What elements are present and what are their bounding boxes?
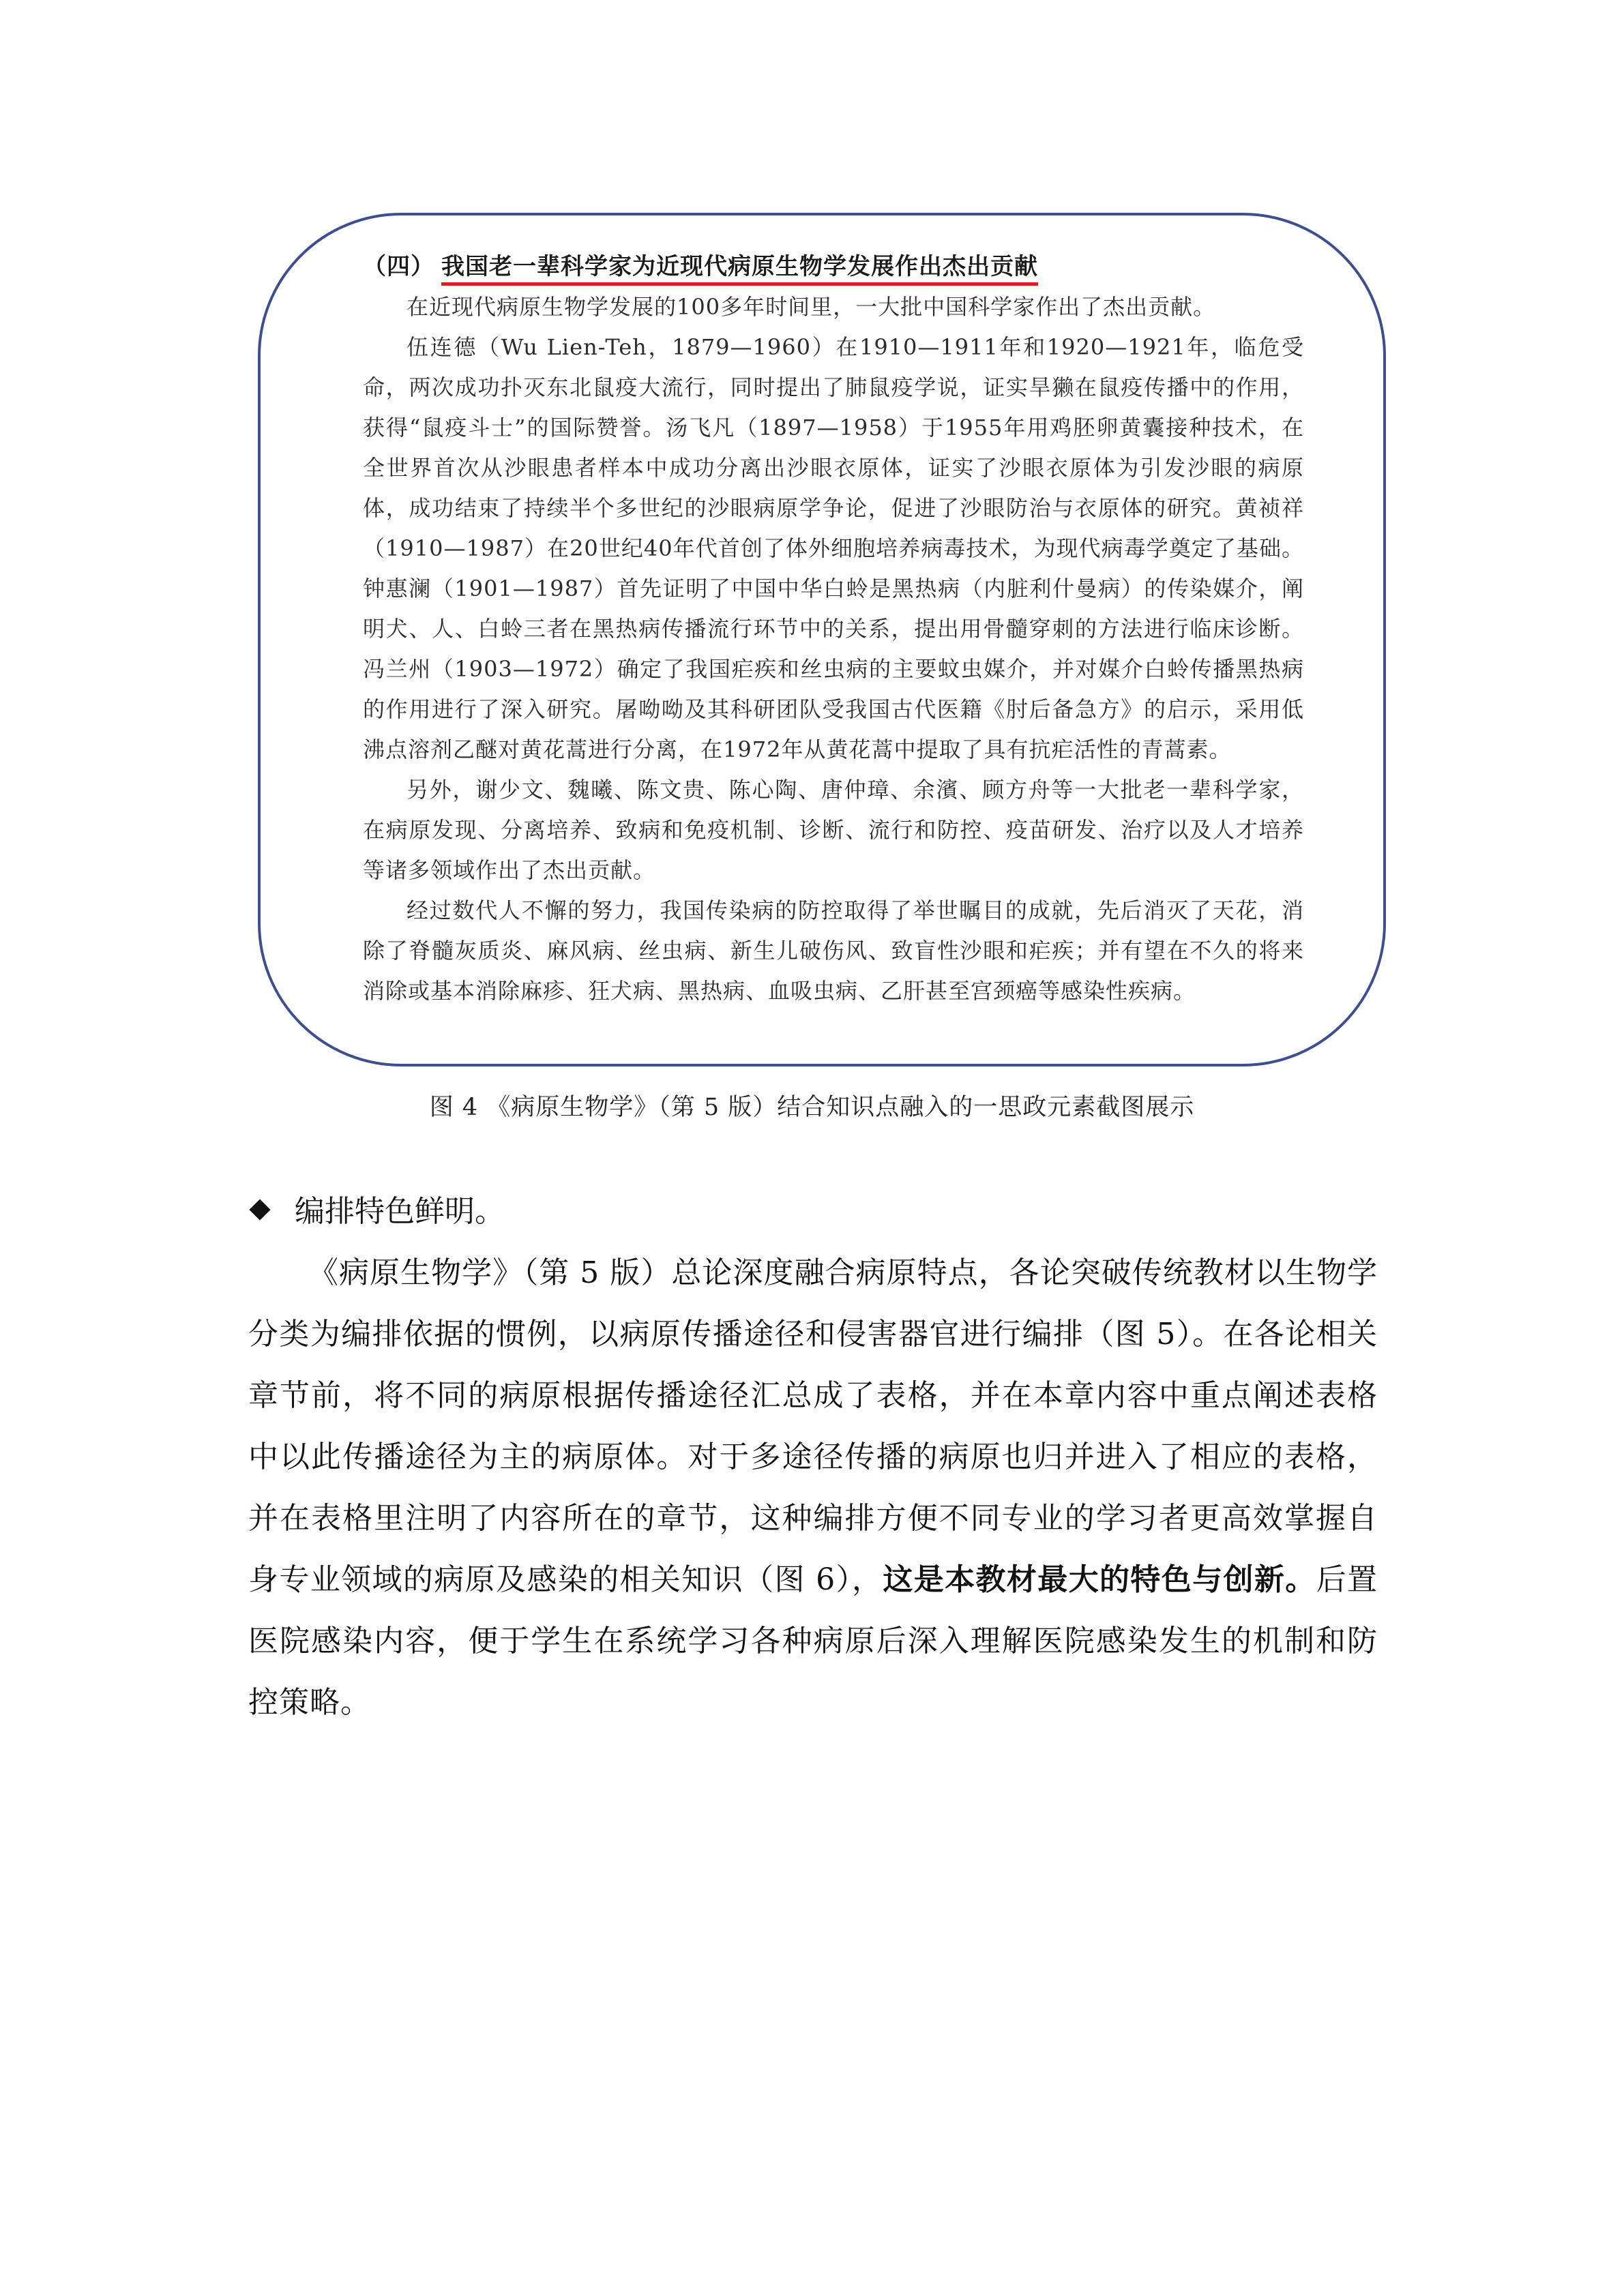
figure-paragraph: 在近现代病原生物学发展的100多年时间里，一大批中国科学家作出了杰出贡献。	[407, 294, 1216, 320]
body-paragraph-part2: 后置医院感染内容，便于学生在系统学习各种病原后深入理解医院感染发生的机制和防控策略。	[248, 1562, 1378, 1720]
figure-paragraph: 另外，谢少文、魏曦、陈文贵、陈心陶、唐仲璋、余濱、顾方舟等一大批老一辈科学家，在病原发现、分离培养、致病和免疫机制、诊断、流行和防控、疫苗研发、治疗以及人才培养等诸多领域作出了杰出贡献。	[363, 777, 1304, 883]
figure-caption: 图 4 《病原生物学》（第 5 版）结合知识点融入的一思政元素截图展示	[429, 1094, 1195, 1121]
figure-paragraph: 伍连德（Wu Lien-Teh，1879—1960）在1910—1911年和1920—1921年，临危受命，两次成功扑灭东北鼠疫大流行，同时提出了肺鼠疫学说，证实旱獭在鼠疫传播中的作用，获得“鼠疫斗士”的国际赞誉。汤飞凡（1897—1958）于1955年用鸡胚卵黄囊接种技术，在全世界首次从沙眼患者样本中成功分离出沙眼衣原体，证实了沙眼衣原体为引发沙眼的病原体，成功结束了持续半个多世纪的沙眼病原学争论，促进了沙眼防治与衣原体的研究。黄祯祥（1910—1987）在20世纪40年代首创了体外细胞培养病毒技术，为现代病毒学奠定了基础。钟惠澜（1901—1987）首先证明了中国中华白蛉是黑热病（内脏利什曼病）的传染媒介，阐明犬、人、白蛉三者在黑热病传播流行环节中的关系，提出用骨髓穿刺的方法进行临床诊断。冯兰州（1903—1972）确定了我国疟疾和丝虫病的主要蚊虫媒介，并对媒介白蛉传播黑热病的作用进行了深入研究。屠呦呦及其科研团队受我国古代医籍《肘后备急方》的启示，采用低沸点溶剂乙醚对黄花蒿进行分离，在1972年从黄花蒿中提取了具有抗疟活性的青蒿素。	[363, 334, 1304, 762]
section-bullet-title: 编排特色鲜明。	[295, 1194, 505, 1229]
figure-heading	[363, 247, 1304, 287]
figure-screenshot	[258, 213, 1386, 1067]
figure-heading-number: （四）	[363, 253, 434, 280]
body-paragraph-part1: 《病原生物学》（第 5 版）总论深度融合病原特点，各论突破传统教材以生物学分类为编排依据的惯例，以病原传播途径和侵害器官进行编排（图 5）。在各论相关章节前，将不同的病原根据传播途径汇总成了表格，并在本章内容中重点阐述表格中以此传播途径为主的病原体。对于多途径传播的病原也归并进入了相应的表格，并在表格里注明了内容所在的章节，这种编排方便不同专业的学习者更高效掌握自身专业领域的病原及感染的相关知识（图 6），	[248, 1255, 1378, 1597]
diamond-bullet-icon	[249, 1199, 270, 1220]
body-paragraph	[248, 1242, 1378, 1733]
body-paragraph-emphasis: 这是本教材最大的特色与创新。	[883, 1562, 1316, 1597]
figure-paragraph: 经过数代人不懈的努力，我国传染病的防控取得了举世瞩目的成就，先后消灭了天花，消除了脊髓灰质炎、麻风病、丝虫病、新生儿破伤风、致盲性沙眼和疟疾；并有望在不久的将来消除或基本消除麻疹、狂犬病、黑热病、血吸虫病、乙肝甚至宫颈癌等感染性疾病。	[363, 897, 1304, 1004]
figure-content	[363, 247, 1304, 1011]
section-bullet-heading	[248, 1187, 505, 1230]
figure-heading-title: 我国老一辈科学家为近现代病原生物学发展作出杰出贡献	[441, 253, 1038, 286]
